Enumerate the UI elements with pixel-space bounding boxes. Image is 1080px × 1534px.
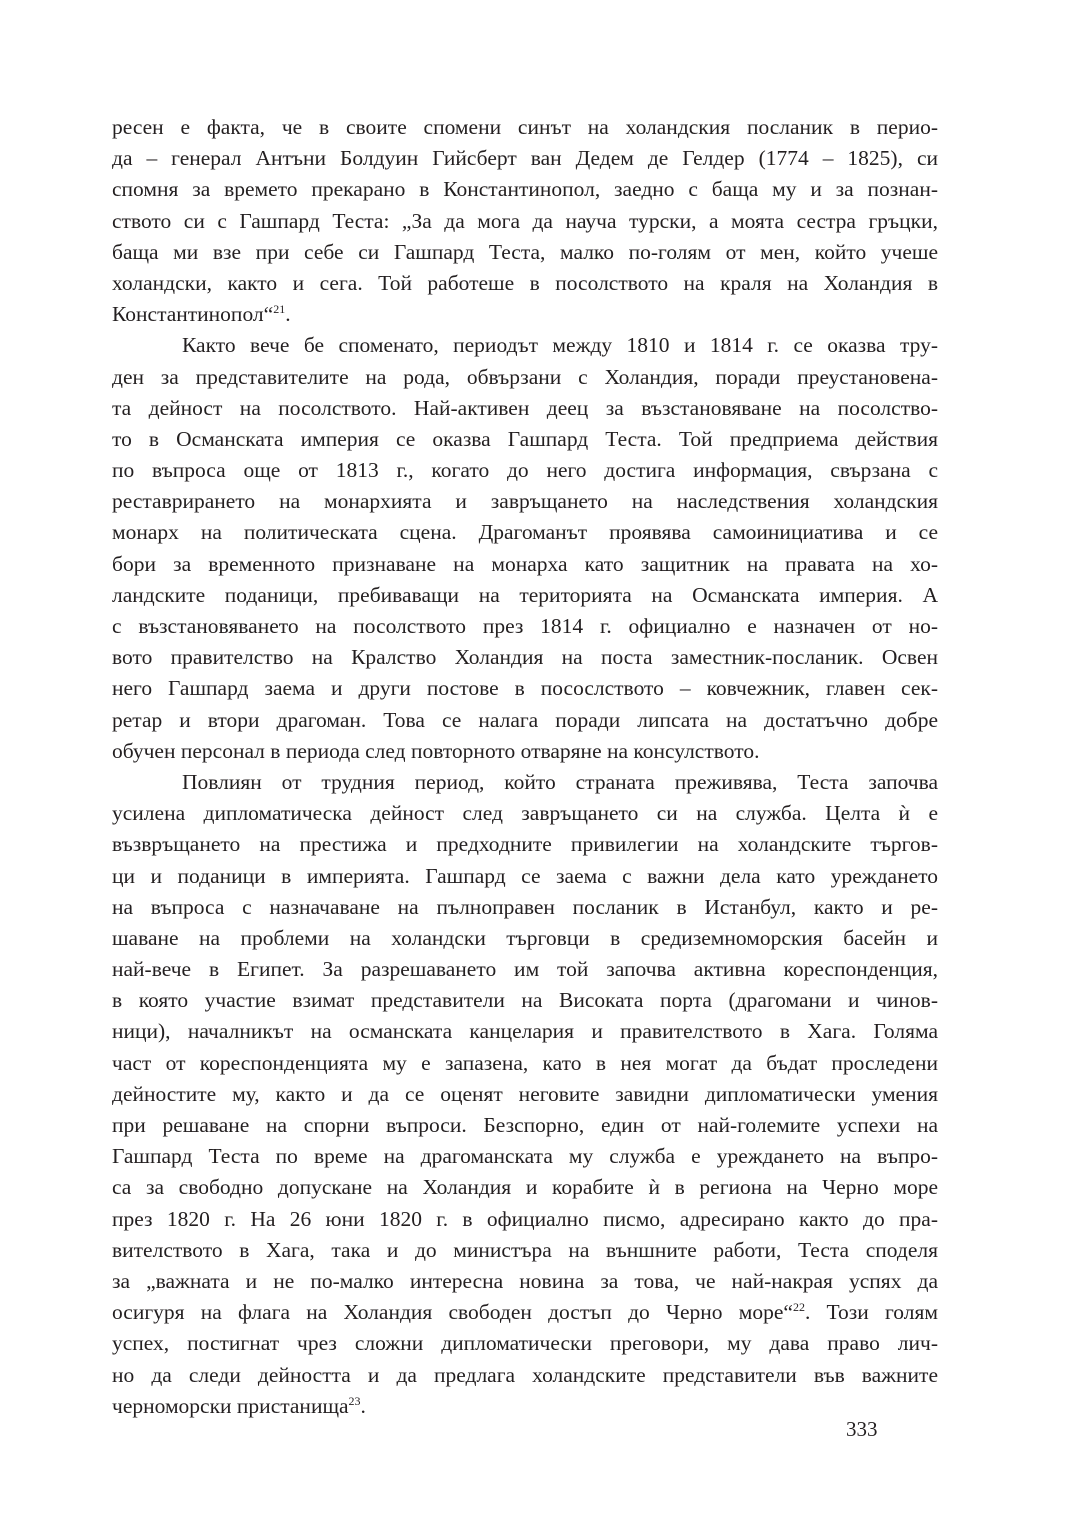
text-line bbox=[112, 1391, 938, 1422]
text-segment: осигуря на флага на Холандия свободен достъп до Черно море“ bbox=[112, 1300, 793, 1325]
text-line: за „важната и не по-малко интересна новина за това, че най-накрая успях да bbox=[112, 1268, 938, 1293]
text-line: Гашпард Теста по време на драгоманската му служба е уреждането на въпро- bbox=[112, 1144, 938, 1169]
text-line: дейностите му, както и да се оценят неговите завидни дипломатически умения bbox=[112, 1081, 938, 1106]
text-line: в която участие взимат представители на Високата порта (драгомани и чинов- bbox=[112, 988, 938, 1013]
text-line: но да следи дейността и да предлага холандските представители във важните bbox=[112, 1362, 938, 1387]
text-line: Повлиян от трудния период, който страната преживява, Теста започва bbox=[182, 769, 938, 794]
text-segment: . bbox=[285, 302, 291, 327]
paragraph bbox=[112, 767, 938, 1422]
text-line: с възстановяването на посолството през 1814 г. официално е назначен от но- bbox=[112, 614, 938, 638]
text-line: са за свободно допускане на Холандия и корабите ѝ в региона на Черно море bbox=[112, 1175, 938, 1200]
footnote-marker: 21 bbox=[273, 302, 286, 317]
text-line: по въпроса още от 1813 г., когато до него достига информация, свързана с bbox=[112, 458, 938, 483]
text-line: през 1820 г. На 26 юни 1820 г. в официално писмо, адресирано както до пра- bbox=[112, 1206, 938, 1231]
text-line: него Гашпард заема и други постове в посослството – ковчежник, главен сек- bbox=[112, 676, 938, 701]
text-line: обучен персонал в периода след повторното отваряне на консулството. bbox=[112, 738, 760, 763]
text-segment: Константинопол“ bbox=[112, 302, 274, 327]
text-line: шаване на проблеми на холандски търговци в средиземноморския басейн и bbox=[112, 925, 938, 950]
text-line: ретар и втори драгоман. Това се налага поради липсата на достатъчно добре bbox=[112, 707, 938, 732]
text-line bbox=[112, 1297, 938, 1328]
text-line: при решаване на спорни въпроси. Безспорно, един от най-големите успехи на bbox=[112, 1113, 938, 1137]
paragraph bbox=[112, 330, 938, 767]
footnote-marker: 23 bbox=[348, 1393, 361, 1408]
text-line: та дейност на посолството. Най-активен деец за възстановяване на посолство- bbox=[112, 395, 938, 420]
text-line: най-вече в Египет. За разрешаването им той започва активна кореспонденция, bbox=[112, 957, 938, 982]
text-line: Както вече бе споменато, периодът между 1810 и 1814 г. се оказва тру- bbox=[182, 333, 938, 358]
text-segment: . Този голям bbox=[804, 1300, 938, 1325]
paragraph bbox=[112, 112, 938, 330]
text-line: ството си с Гашпард Теста: „За да мога да науча турски, а моята сестра гръцки, bbox=[112, 208, 938, 233]
text-line: ресен е факта, че в своите спомени синът на холандския посланик в перио- bbox=[112, 115, 938, 139]
text-line: ници), началникът на османската канцелария и правителството в Хага. Голяма bbox=[112, 1019, 938, 1044]
page-number: 333 bbox=[846, 1417, 878, 1441]
text-line: холандски, както и сега. Той работеше в посолството на краля на Холандия в bbox=[112, 270, 938, 295]
text-line: ден за представителите на рода, обвързани с Холандия, поради преустановена- bbox=[112, 364, 938, 389]
text-line: на въпроса с назначаване на пълноправен посланик в Истанбул, както и ре- bbox=[112, 894, 938, 919]
text-line: реставрирането на монархията и завръщането на наследствения холандския bbox=[112, 489, 938, 514]
text-line: усилена дипломатическа дейност след завръщането си на служба. Целта ѝ е bbox=[112, 801, 938, 826]
text-line: възвръщането на престижа и предходните привилегии на холандските търгов- bbox=[112, 832, 938, 857]
text-line: да – генерал Антъни Болдуин Гийсберт ван Дедем де Гелдер (1774 – 1825), си bbox=[112, 146, 938, 171]
text-line: бори за временното признаване на монарха като защитник на правата на хо- bbox=[112, 551, 938, 576]
footnote-marker: 22 bbox=[792, 1300, 805, 1315]
text-line: вителството в Хага, така и до министъра на външните работи, Теста споделя bbox=[112, 1237, 938, 1262]
text-line: успех, постигнат чрез сложни дипломатически преговори, му дава право лич- bbox=[112, 1331, 938, 1356]
text-line: спомня за времето прекарано в Константинопол, заедно с баща му и за познан- bbox=[112, 177, 938, 202]
page-body bbox=[112, 112, 938, 1422]
text-line: монарх на политическата сцена. Драгоманът проявява самоинициатива и се bbox=[112, 520, 938, 545]
text-line: част от кореспонденцията му е запазена, като в нея могат да бъдат проследени bbox=[112, 1050, 938, 1075]
text-line: ландските поданици, пребиваващи на територията на Османската империя. А bbox=[112, 582, 938, 607]
text-line: баща ми взе при себе си Гашпард Теста, малко по-голям от мен, който учеше bbox=[112, 239, 938, 264]
text-line bbox=[112, 299, 938, 330]
text-segment: . bbox=[360, 1393, 366, 1418]
text-line: то в Османската империя се оказва Гашпард Теста. Той предприема действия bbox=[112, 426, 938, 451]
text-line: ци и поданици в империята. Гашпард се заема с важни дела като уреждането bbox=[112, 863, 938, 888]
text-line: вото правителство на Кралство Холандия на поста заместник-посланик. Освен bbox=[112, 645, 938, 670]
text-segment: черноморски пристанища bbox=[112, 1393, 349, 1418]
